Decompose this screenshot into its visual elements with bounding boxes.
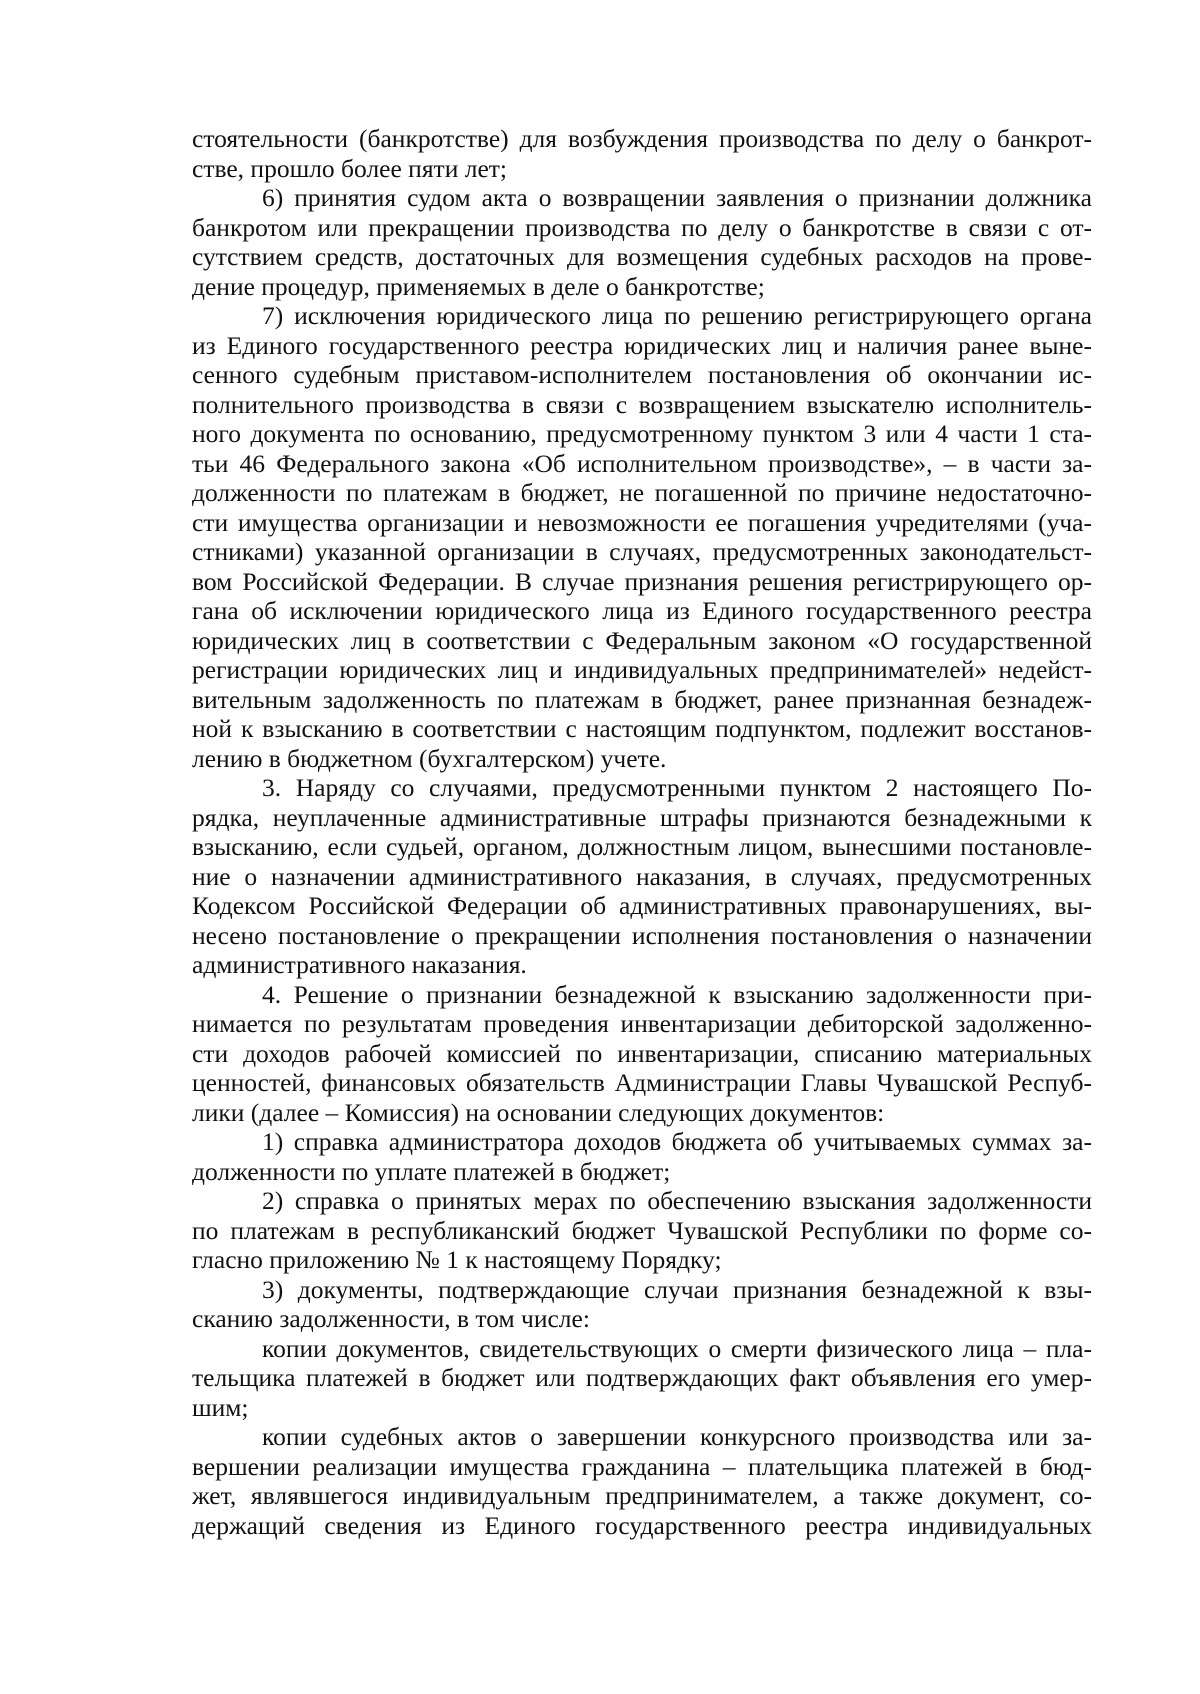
text-line: 3. Наряду со случаями, предусмотренными пунктом 2 настоящего По-: [262, 773, 1092, 802]
text-line: ной к взысканию в соответствии с настоящим подпунктом, подлежит восстанов-: [192, 714, 1092, 743]
text-line: ние о назначении административного наказания, в случаях, предусмотренных: [192, 861, 1092, 891]
text-line: ного документа по основанию, предусмотренному пунктом 3 или 4 части 1 ста-: [192, 419, 1092, 448]
text-line: долженности по уплате платежей в бюджет;: [192, 1156, 671, 1186]
text-line: тьи 46 Федерального закона «Об исполнительном производстве», – в части за-: [192, 448, 1092, 478]
text-line: тельщика платежей в бюджет или подтверждающих факт объявления его умер-: [192, 1363, 1092, 1392]
text-line: вом Российской Федерации. В случае признания решения регистрирующего ор-: [192, 566, 1092, 596]
text-line: 1) справка администратора доходов бюджета об учитываемых суммах за-: [262, 1127, 1092, 1156]
text-line: из Единого государственного реестра юридических лиц и наличия ранее выне-: [192, 330, 1092, 360]
text-line: стоятельности (банкротстве) для возбуждения производства по делу о банкрот-: [192, 124, 1092, 153]
text-line: жет, являвшегося индивидуальным предпринимателем, а также документ, со-: [192, 1481, 1092, 1510]
text-line: долженности по платежам в бюджет, не погашенной по причине недостаточно-: [192, 478, 1092, 507]
text-line: сти доходов рабочей комиссией по инвентаризации, списанию материальных: [192, 1038, 1092, 1068]
text-line: стве, прошло более пяти лет;: [192, 153, 507, 183]
text-line: сенного судебным приставом-исполнителем постановления об окончании ис-: [192, 360, 1092, 389]
text-line: банкротом или прекращении производства по делу о банкротстве в связи с от-: [192, 212, 1092, 242]
document-body-text: [192, 124, 1092, 1540]
text-line: полнительного производства в связи с возвращением взыскателю исполнитель-: [192, 389, 1092, 419]
text-line: Кодексом Российской Федерации об административных правонарушениях, вы-: [192, 891, 1092, 920]
text-line: 3) документы, подтверждающие случаи признания безнадежной к взы-: [262, 1274, 1092, 1304]
text-line: дение процедур, применяемых в деле о банкротстве;: [192, 271, 765, 301]
text-line: вительным задолженность по платежам в бюджет, ранее признанная безнадеж-: [192, 684, 1092, 714]
text-line: регистрации юридических лиц и индивидуальных предпринимателей» недейст-: [192, 655, 1092, 684]
text-line: по платежам в республиканский бюджет Чувашской Республики по форме со-: [192, 1215, 1092, 1245]
text-line: держащий сведения из Единого государственного реестра индивидуальных: [192, 1510, 1092, 1540]
text-line: лики (далее – Комиссия) на основании следующих документов:: [192, 1097, 885, 1127]
text-line: стниками) указанной организации в случаях, предусмотренных законодательст-: [192, 537, 1092, 566]
text-line: гана об исключении юридического лица из Единого государственного реестра: [192, 596, 1092, 625]
text-line: копии судебных актов о завершении конкурсного производства или за-: [262, 1422, 1092, 1451]
text-line: юридических лиц в соответствии с Федеральным законом «О государственной: [192, 625, 1092, 655]
text-line: лению в бюджетном (бухгалтерском) учете.: [192, 743, 667, 773]
text-line: сутствием средств, достаточных для возмещения судебных расходов на прове-: [192, 242, 1092, 271]
text-line: копии документов, свидетельствующих о смерти физического лица – пла-: [262, 1333, 1092, 1363]
text-line: гласно приложению № 1 к настоящему Порядку;: [192, 1245, 722, 1274]
text-line: рядка, неуплаченные административные штрафы признаются безнадежными к: [192, 802, 1092, 832]
text-line: 7) исключения юридического лица по решению регистрирующего органа: [262, 301, 1092, 330]
text-line: вершении реализации имущества гражданина – плательщика платежей в бюд-: [192, 1451, 1092, 1481]
text-line: ценностей, финансовых обязательств Администрации Главы Чувашской Респуб-: [192, 1068, 1092, 1097]
text-line: сканию задолженности, в том числе:: [192, 1304, 590, 1333]
text-line: 4. Решение о признании безнадежной к взысканию задолженности при-: [262, 979, 1092, 1009]
text-line: административного наказания.: [192, 950, 527, 979]
text-line: взысканию, если судьей, органом, должностным лицом, вынесшими постановле-: [192, 832, 1092, 861]
text-line: нимается по результатам проведения инвентаризации дебиторской задолженно-: [192, 1009, 1092, 1038]
text-line: несено постановление о прекращении исполнения постановления о назначении: [192, 920, 1092, 950]
text-line: шим;: [192, 1392, 249, 1422]
text-line: 2) справка о принятых мерах по обеспечению взыскания задолженности: [262, 1186, 1092, 1215]
text-line: 6) принятия судом акта о возвращении заявления о признании должника: [262, 183, 1092, 212]
text-line: сти имущества организации и невозможности ее погашения учредителями (уча-: [192, 507, 1092, 537]
